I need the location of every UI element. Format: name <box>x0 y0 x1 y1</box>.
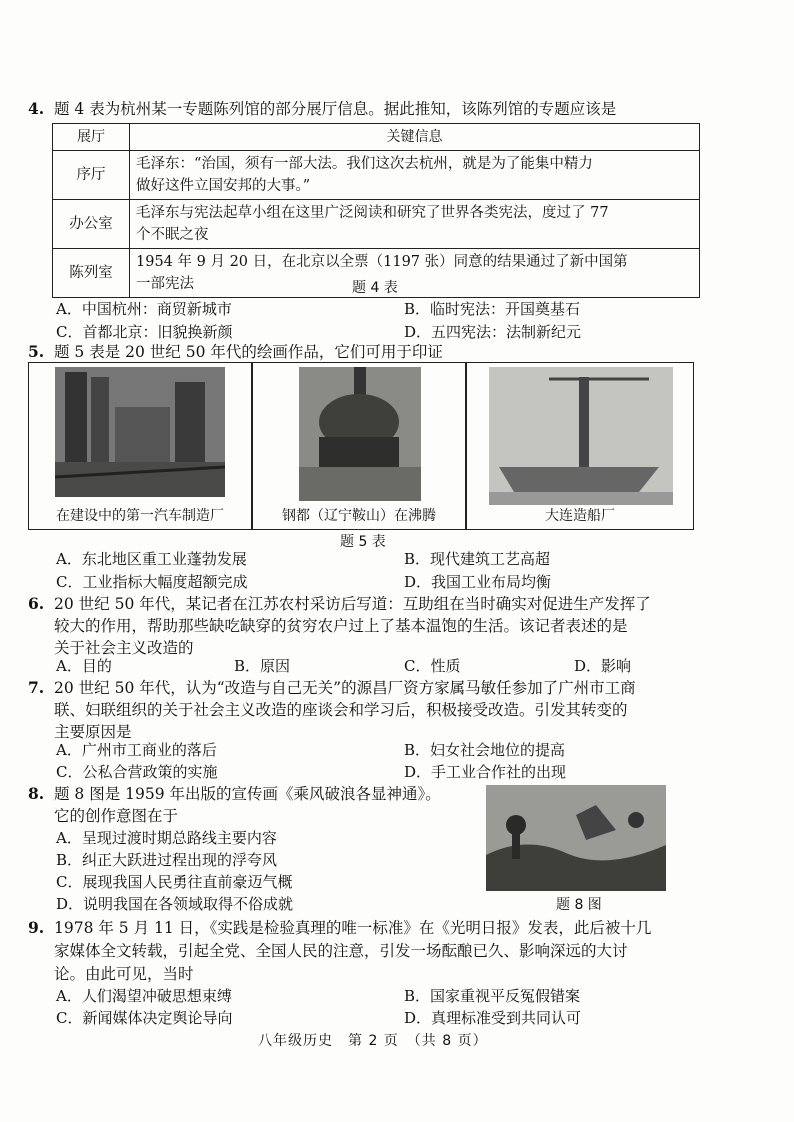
hall-cell: 办公室 <box>53 200 130 249</box>
q9-line-1: 1978 年 5 月 11 日，《实践是检验真理的唯一标准》在《光明日报》发表，此后被十几 <box>54 919 652 937</box>
q8-number: 8. <box>28 784 45 803</box>
q7-option-d: D．手工业合作社的出现 <box>404 763 567 781</box>
q7-option-a: A．广州市工商业的落后 <box>56 741 217 759</box>
q9-option-b: B．国家重视平反冤假错案 <box>404 987 581 1005</box>
q8-figure-caption: 题 8 图 <box>556 897 602 913</box>
q7-number: 7. <box>28 678 45 697</box>
q5-stem: 题 5 表是 20 世纪 50 年代的绘画作品，它们可用于印证 <box>54 343 443 361</box>
q5-picture-1 <box>28 362 252 530</box>
info-cell: 毛泽东与宪法起草小组在这里广泛阅读和研究了世界各类宪法，度过了 77 个不眠之夜 <box>130 200 700 249</box>
q9-line-2: 家媒体全文转载，引起全党、全国人民的注意，引发一场酝酿已久、影响深远的大讨 <box>54 942 628 960</box>
factory-painting <box>55 367 225 497</box>
q4-table-caption: 题 4 表 <box>352 280 398 296</box>
q8-line-1: 题 8 图是 1959 年出版的宣传画《乘风破浪各显神通》。 <box>54 785 441 803</box>
q4-option-c: C．首都北京：旧貌换新颜 <box>56 323 233 341</box>
q9-option-a: A．人们渴望冲破思想束缚 <box>56 987 232 1005</box>
q7-line-2: 联、妇联组织的关于社会主义改造的座谈会和学习后，积极接受改造。引发其转变的 <box>54 701 628 719</box>
hall-cell: 陈列室 <box>53 249 130 298</box>
q4-table <box>52 123 700 298</box>
q9-line-3: 论。由此可见，当时 <box>54 965 194 983</box>
q9-number: 9. <box>28 918 45 937</box>
q5-picture-2 <box>252 362 466 530</box>
q5-option-a: A．东北地区重工业蓬勃发展 <box>56 550 247 568</box>
q6-option-c: C．性质 <box>404 657 461 675</box>
picture-caption: 钢都（辽宁鞍山）在沸腾 <box>282 508 436 524</box>
shipyard-painting <box>489 367 673 505</box>
q5-picture-3 <box>466 362 694 530</box>
q4-option-a: A．中国杭州：商贸新城市 <box>56 300 232 318</box>
q4-stem: 题 4 表为杭州某一专题陈列馆的部分展厅信息。据此推知，该陈列馆的专题应该是 <box>54 100 617 118</box>
q4-option-d: D．五四宪法：法制新纪元 <box>404 323 582 341</box>
q7-line-1: 20 世纪 50 年代，认为“改造与自己无关”的源昌厂资方家属马敏任参加了广州市工商 <box>54 679 636 697</box>
q6-option-a: A．目的 <box>56 657 112 675</box>
q5-option-b: B．现代建筑工艺高超 <box>404 550 551 568</box>
q5-table-caption: 题 5 表 <box>340 534 386 550</box>
q6-option-d: D．影响 <box>574 657 632 675</box>
q5-number: 5. <box>28 342 45 361</box>
q8-option-d: D．说明我国在各领域取得不俗成就 <box>56 895 294 913</box>
q7-option-b: B．妇女社会地位的提高 <box>404 741 566 759</box>
q7-line-3: 主要原因是 <box>54 723 132 741</box>
q4-number: 4. <box>28 99 45 118</box>
q4-option-b: B．临时宪法：开国奠基石 <box>404 300 581 318</box>
propaganda-poster <box>486 785 666 891</box>
q6-line-3: 关于社会主义改造的 <box>54 639 194 657</box>
table-header-info: 关键信息 <box>130 124 700 151</box>
info-cell: 毛泽东：“治国，须有一部大法。我们这次去杭州，就是为了能集中精力 做好这件立国安邦的大事。” <box>130 151 700 200</box>
q8-line-2: 它的创作意图在于 <box>54 807 179 825</box>
q8-option-c: C．展现我国人民勇往直前豪迈气概 <box>56 873 293 891</box>
table-row <box>53 151 700 200</box>
q6-line-2: 较大的作用，帮助那些缺吃缺穿的贫穷农户过上了基本温饱的生活。该记者表述的是 <box>54 617 628 635</box>
picture-caption: 大连造船厂 <box>545 508 615 524</box>
q5-option-c: C．工业指标大幅度超额完成 <box>56 573 248 591</box>
q5-option-d: D．我国工业布局均衡 <box>404 573 552 591</box>
hall-cell: 序厅 <box>53 151 130 200</box>
picture-caption: 在建设中的第一汽车制造厂 <box>56 508 224 524</box>
page-footer: 八年级历史 第 2 页 （共 8 页） <box>258 1033 488 1049</box>
q6-option-b: B．原因 <box>234 657 291 675</box>
q7-option-c: C．公私合营政策的实施 <box>56 763 218 781</box>
table-header-hall: 展厅 <box>53 124 130 151</box>
q9-option-d: D．真理标准受到共同认可 <box>404 1009 582 1027</box>
q6-number: 6. <box>28 594 45 613</box>
info-cell: 1954 年 9 月 20 日，在北京以全票（1197 张）同意的结果通过了新中国第 一部宪法 <box>130 249 700 298</box>
q8-option-b: B．纠正大跃进过程出现的浮夸风 <box>56 851 278 869</box>
q9-option-c: C．新闻媒体决定舆论导向 <box>56 1009 233 1027</box>
steel-mill-painting <box>299 367 421 501</box>
q8-option-a: A．呈现过渡时期总路线主要内容 <box>56 829 277 847</box>
q6-line-1: 20 世纪 50 年代，某记者在江苏农村采访后写道：互助组在当时确实对促进生产发挥了 <box>54 595 651 613</box>
table-row <box>53 200 700 249</box>
